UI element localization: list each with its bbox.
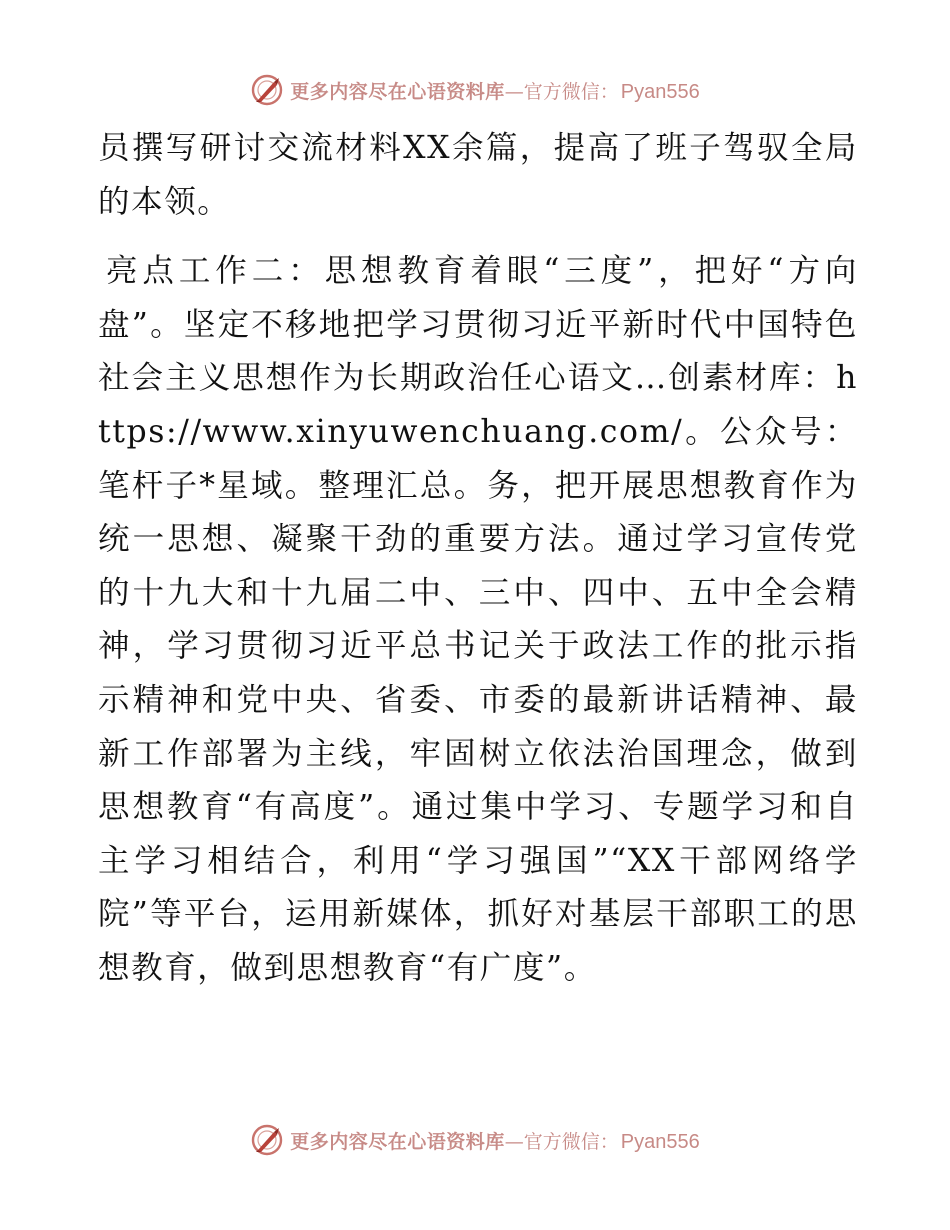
quill-pen-logo-icon <box>250 73 284 107</box>
banner-title: 更多内容尽在心语资料库 <box>290 80 505 103</box>
footer-watermark-banner <box>0 1120 950 1160</box>
banner-wechat-id: Pyan556 <box>620 1130 700 1153</box>
banner-wechat-id: Pyan556 <box>620 80 700 103</box>
banner-title: 更多内容尽在心语资料库 <box>290 1130 505 1153</box>
paragraph-highlight-two: 亮点工作二：思想教育着眼“三度”，把好“方向盘”。坚定不移地把学习贯彻习近平新时代中国特色社会主义思想作为长期政治任心语文…创素材库：https://www.xinyuwenchuang.com/。公众号：笔杆子*星域。整理汇总。务，把开展思想教育作为统一思想、凝聚干劲的重要方法。通过学习宣传党的十九大和十九届二中、三中、四中、五中全会精神，学习贯彻习近平总书记关于政法工作的批示指示精神和党中央、省委、市委的最新讲话精神、最新工作部署为主线，牢固树立依法治国理念，做到思想教育“有高度”。通过集中学习、专题学习和自主学习相结合，利用“学习强国”“XX干部网络学院”等平台，运用新媒体，抓好对基层干部职工的思想教育，做到思想教育“有广度”。 <box>98 253 858 986</box>
quill-pen-logo-icon <box>250 1123 284 1157</box>
paragraph-continuation: 员撰写研讨交流材料XX余篇，提高了班子驾驭全局的本领。 <box>98 130 858 220</box>
header-watermark-banner <box>0 70 950 110</box>
document-body <box>98 122 858 996</box>
banner-wechat-label: —官方微信： <box>504 80 619 103</box>
banner-wechat-label: —官方微信： <box>504 1130 619 1153</box>
